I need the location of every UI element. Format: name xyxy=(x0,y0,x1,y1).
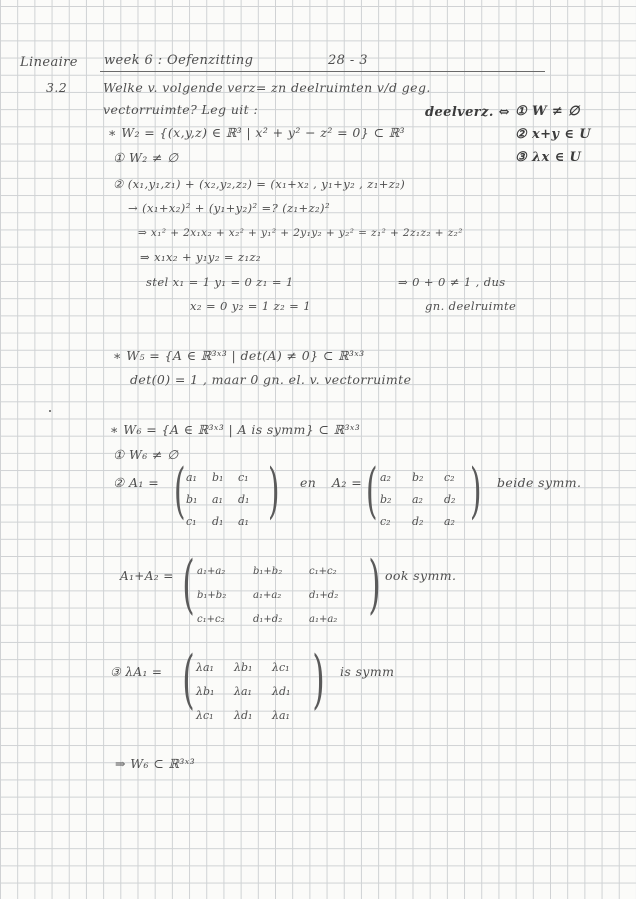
matrix-cell: λd₁ xyxy=(272,685,291,698)
matrix-cell: λd₁ xyxy=(234,709,253,722)
w6-definition: ∗ W₆ = {A ∈ ℝ³ˣ³ | A is symm} ⊂ ℝ³ˣ³ xyxy=(110,422,361,437)
matrix-cell: λa₁ xyxy=(272,709,290,722)
sum-label: A₁+A₂ = xyxy=(120,569,174,583)
w2-step-1: ① W₂ ≠ ∅ xyxy=(113,150,179,165)
matrix-cell: c₂ xyxy=(444,471,455,484)
matrix-cell: d₁ xyxy=(238,493,250,506)
matrix-scalar-right-paren: ) xyxy=(312,643,325,717)
matrix-cell: a₂ xyxy=(412,493,423,506)
matrix-cell: d₂ xyxy=(412,515,424,528)
matrix-cell: λa₁ xyxy=(196,661,214,674)
matrix-scalar-left-paren: ( xyxy=(182,643,195,717)
condition-3: ③ λx ∈ U xyxy=(515,150,582,165)
w6-step-2-label: ② A₁ = xyxy=(113,475,160,490)
w2-step-2: ② (x₁,y₁,z₁) + (x₂,y₂,z₂) = (x₁+x₂ , y₁+y₂ , z₁+z₂) xyxy=(113,177,406,191)
w2-expanded: ⇒ x₁² + 2x₁x₂ + x₂² + y₁² + 2y₁y₂ + y₂² = z₁² + 2z₁z₂ + z₂² xyxy=(138,227,463,239)
matrix-a1-right-paren: ) xyxy=(267,456,280,526)
matrix-cell: λb₁ xyxy=(234,661,253,674)
question-line-1: Welke v. volgende verz= zn deelruimten v/d geg. xyxy=(103,80,431,95)
matrix-cell: a₁+a₂ xyxy=(253,590,282,601)
beide-symm-label: beide symm. xyxy=(497,475,582,490)
question-line-2: vectorruimte? Leg uit : xyxy=(103,102,259,117)
matrix-cell: λc₁ xyxy=(196,709,214,722)
week-title: week 6 : Oefenzitting xyxy=(104,53,254,68)
matrix-cell: a₂ xyxy=(380,471,391,484)
matrix-cell: d₁ xyxy=(212,515,224,528)
is-symm-label: is symm xyxy=(340,664,395,679)
matrix-a1-left-paren: ( xyxy=(173,456,186,526)
w2-conclusion-a: ⇒ 0 + 0 ≠ 1 , dus xyxy=(398,275,506,289)
w2-definition: ∗ W₂ = {(x,y,z) ∈ ℝ³ | x² + y² − z² = 0} ⊂ ℝ³ xyxy=(108,125,405,140)
matrix-sum-right-paren: ) xyxy=(368,548,381,622)
a2-label: A₂ = xyxy=(332,475,363,490)
ook-symm-label: ook symm. xyxy=(385,568,457,583)
matrix-cell: b₂ xyxy=(412,471,424,484)
w5-argument: det(0) = 1 , maar 0 gn. el. v. vectorruimte xyxy=(130,372,412,387)
w2-counterexample-a: stel x₁ = 1 y₁ = 0 z₁ = 1 xyxy=(146,275,294,289)
date-label: 28 - 3 xyxy=(328,53,368,68)
matrix-cell: a₂ xyxy=(444,515,455,528)
matrix-cell: a₁+a₂ xyxy=(197,566,226,577)
matrix-cell: c₁ xyxy=(238,471,249,484)
deelverz-label: deelverz. ⇔ xyxy=(425,105,510,120)
matrix-cell: λa₁ xyxy=(234,685,252,698)
matrix-a2-right-paren: ) xyxy=(469,456,482,526)
w6-conclusion: ⇒ W₆ ⊂ ℝ³ˣ³ xyxy=(115,756,195,771)
stray-dot xyxy=(49,410,51,412)
matrix-cell: a₁ xyxy=(212,493,223,506)
w2-expansion: → (x₁+x₂)² + (y₁+y₂)² =? (z₁+z₂)² xyxy=(128,201,330,215)
matrix-cell: λc₁ xyxy=(272,661,290,674)
subject-label: Lineaire xyxy=(20,55,78,70)
w2-simplified: ⇒ x₁x₂ + y₁y₂ = z₁z₂ xyxy=(140,250,261,264)
matrix-cell: b₂ xyxy=(380,493,392,506)
matrix-a2-left-paren: ( xyxy=(365,456,378,526)
matrix-cell: a₁ xyxy=(238,515,249,528)
matrix-sum-left-paren: ( xyxy=(182,548,195,622)
w5-definition: ∗ W₅ = {A ∈ ℝ³ˣ³ | det(A) ≠ 0} ⊂ ℝ³ˣ³ xyxy=(113,348,365,363)
matrix-cell: a₁ xyxy=(186,471,197,484)
condition-2: ② x+y ∈ U xyxy=(515,127,591,142)
matrix-cell: d₁+d₂ xyxy=(253,614,283,625)
matrix-cell: c₂ xyxy=(380,515,391,528)
matrix-cell: b₁+b₂ xyxy=(197,590,227,601)
matrix-cell: b₁ xyxy=(212,471,224,484)
matrix-cell: b₁+b₂ xyxy=(253,566,283,577)
matrix-cell: b₁ xyxy=(186,493,198,506)
exercise-number: 3.2 xyxy=(46,80,68,95)
matrix-cell: d₁+d₂ xyxy=(309,590,339,601)
matrix-cell: c₁+c₂ xyxy=(309,566,337,577)
matrix-cell: c₁ xyxy=(186,515,197,528)
w6-step-1: ① W₆ ≠ ∅ xyxy=(113,447,179,462)
matrix-cell: a₁+a₂ xyxy=(309,614,338,625)
step-3-label: ③ λA₁ = xyxy=(110,665,163,679)
w2-conclusion-b: gn. deelruimte xyxy=(425,299,517,313)
condition-1: ① W ≠ ∅ xyxy=(515,104,580,119)
matrix-cell: d₂ xyxy=(444,493,456,506)
w2-counterexample-b: x₂ = 0 y₂ = 1 z₂ = 1 xyxy=(190,299,311,313)
matrix-cell: λb₁ xyxy=(196,685,215,698)
header-underline xyxy=(100,71,545,72)
en-label: en xyxy=(300,475,317,490)
matrix-cell: c₁+c₂ xyxy=(197,614,225,625)
